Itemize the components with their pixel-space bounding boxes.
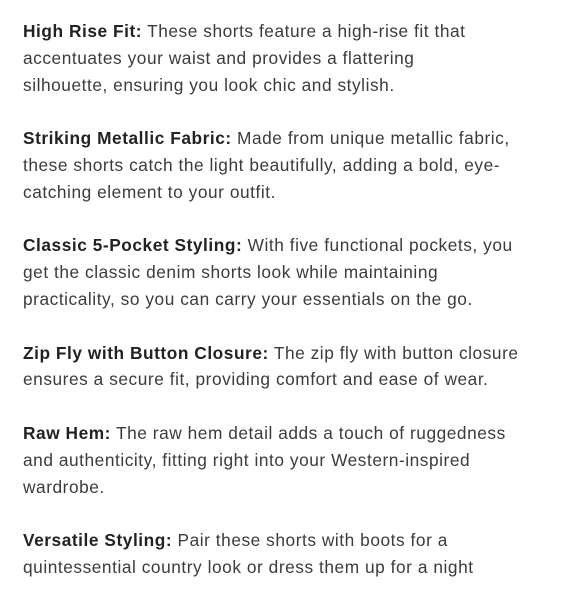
- text-line: [23, 232, 563, 259]
- feature-text: these shorts catch the light beautifully, adding a bold, eye-: [23, 154, 501, 175]
- text-line: [23, 125, 563, 152]
- feature-title: Zip Fly with Button Closure:: [23, 342, 269, 363]
- feature-text: accentuates your waist and provides a flattering: [23, 47, 415, 68]
- feature-title: Classic 5-Pocket Styling:: [23, 235, 243, 256]
- feature-text: practicality, so you can carry your essentials on the go.: [23, 288, 473, 309]
- feature-text: and authenticity, fitting right into your Western-inspired: [23, 449, 471, 470]
- feature-text: Made from unique metallic fabric,: [231, 128, 510, 149]
- feature-5-pocket-styling: [23, 232, 563, 312]
- feature-versatile-styling: [23, 527, 563, 581]
- feature-text: silhouette, ensuring you look chic and stylish.: [23, 74, 395, 95]
- feature-raw-hem: [23, 420, 563, 500]
- feature-text: The raw hem detail adds a touch of ruggedness: [110, 422, 506, 443]
- feature-text: The zip fly with button closure: [268, 342, 519, 363]
- feature-zip-fly: [23, 340, 563, 394]
- feature-title: Striking Metallic Fabric:: [23, 128, 232, 149]
- text-line: [23, 420, 563, 447]
- feature-high-rise-fit: [23, 18, 563, 98]
- feature-metallic-fabric: [23, 125, 563, 205]
- text-line: [23, 340, 563, 367]
- feature-text: catching element to your outfit.: [23, 181, 276, 202]
- feature-text: quintessential country look or dress them up for a night: [23, 556, 474, 577]
- feature-title: Raw Hem:: [23, 422, 111, 443]
- text-line: [23, 527, 563, 554]
- text-line: [23, 18, 563, 45]
- feature-text: ensures a secure fit, providing comfort and ease of wear.: [23, 369, 489, 390]
- product-description: [23, 18, 563, 608]
- feature-title: High Rise Fit:: [23, 21, 143, 41]
- feature-text: Pair these shorts with boots for a: [172, 530, 448, 551]
- feature-text: get the classic denim shorts look while maintaining: [23, 262, 439, 283]
- feature-text: These shorts feature a high-rise fit that: [142, 21, 466, 41]
- feature-text: With five functional pockets, you: [242, 235, 513, 256]
- feature-title: Versatile Styling:: [23, 530, 173, 551]
- feature-text: wardrobe.: [23, 476, 105, 497]
